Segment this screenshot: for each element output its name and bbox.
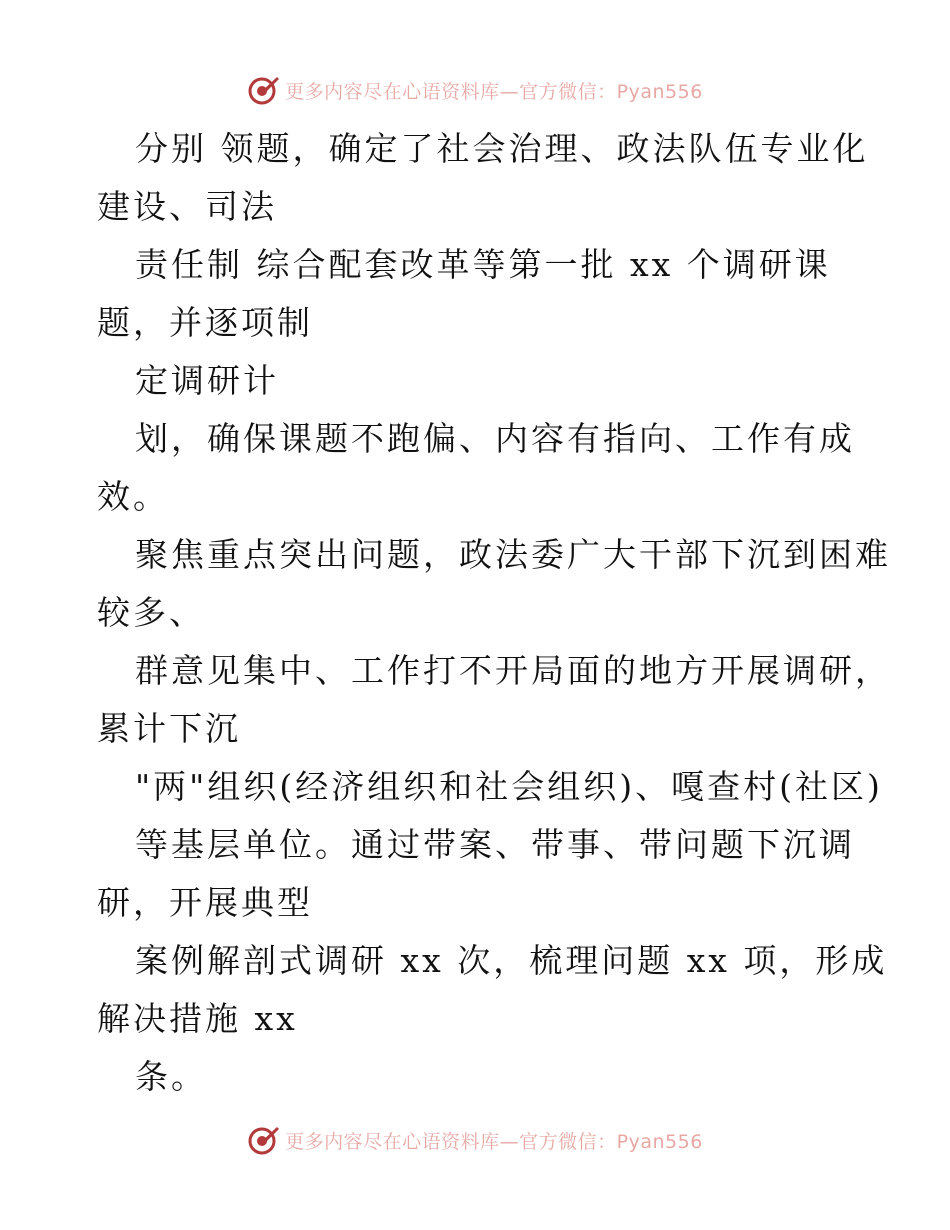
text-line: 划，确保课题不跑偏、内容有指向、工作有成 xyxy=(135,419,855,458)
text-line: 效。 xyxy=(97,477,169,516)
quill-logo-icon xyxy=(247,73,281,107)
text-line: 研，开展典型 xyxy=(97,883,313,922)
text-line: 定调研计 xyxy=(135,361,279,400)
text-line: 条。 xyxy=(135,1057,207,1096)
text-line: 累计下沉 xyxy=(97,709,241,748)
footer-watermark xyxy=(0,1120,950,1160)
text-line: 建设、司法 xyxy=(97,187,277,226)
text-line: 等基层单位。通过带案、带事、带问题下沉调 xyxy=(135,825,855,864)
quill-logo-icon xyxy=(247,1123,281,1157)
text-line: 题，并逐项制 xyxy=(97,303,313,342)
watermark-text: 更多内容尽在心语资料库—官方微信：Pyan556 xyxy=(285,80,703,103)
text-line: 案例解剖式调研 xx 次，梳理问题 xx 项，形成 xyxy=(135,941,888,980)
text-line: 群意见集中、工作打不开局面的地方开展调研， xyxy=(135,651,891,690)
text-line: 较多、 xyxy=(97,593,205,632)
text-line: 解决措施 xx xyxy=(97,999,298,1038)
text-line: 聚焦重点突出问题，政法委广大干部下沉到困难 xyxy=(135,535,891,574)
watermark-text: 更多内容尽在心语资料库—官方微信：Pyan556 xyxy=(285,1130,703,1153)
text-line: 分别 领题，确定了社会治理、政法队伍专业化 xyxy=(135,129,869,168)
text-line: "两"组织(经济组织和社会组织)、嘎查村(社区) xyxy=(135,767,883,806)
text-line: 责任制 综合配套改革等第一批 xx 个调研课 xyxy=(135,245,831,284)
document-body xyxy=(97,120,891,1106)
header-watermark xyxy=(0,70,950,110)
